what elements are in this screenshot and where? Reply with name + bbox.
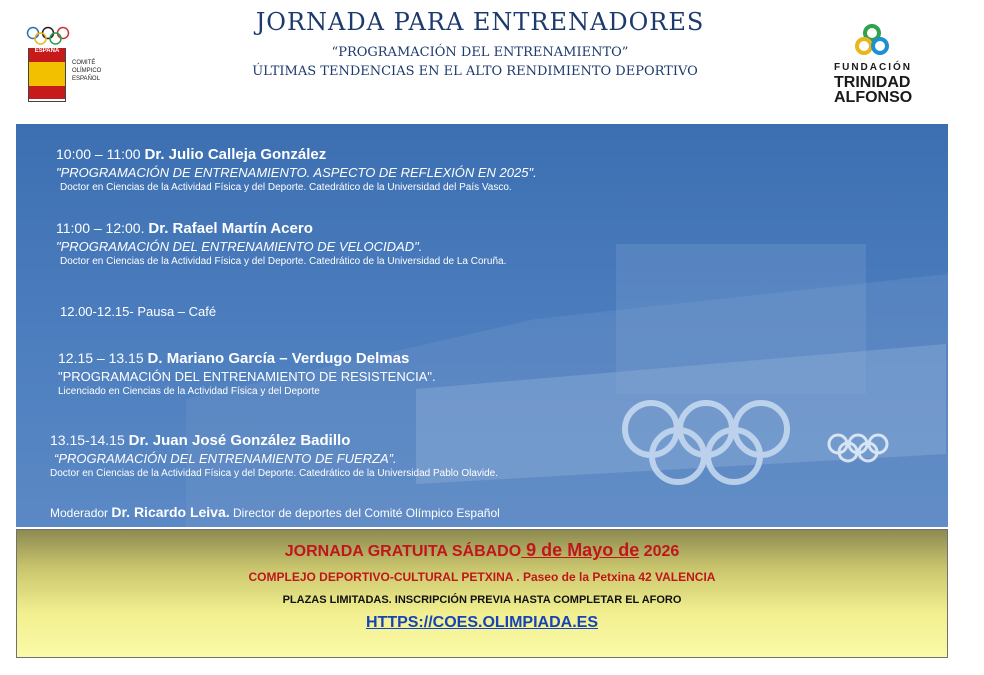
item-bio: Doctor en Ciencias de la Actividad Física y del Deporte. Catedrático de la Universidad Pablo Olavide.	[50, 468, 499, 479]
coe-logo-text: COMITÉ OLÍMPICO ESPAÑOL	[72, 60, 102, 82]
registration-link[interactable]: HTTPS://COES.OLIMPIADA.ES	[365, 614, 598, 631]
fta-line-1: FUNDACIÓN	[834, 62, 912, 73]
item-time: 10:00 – 11:00	[56, 146, 141, 162]
coe-logo	[26, 26, 116, 106]
item-bio: Licenciado en Ciencias de la Actividad Física y del Deporte	[58, 386, 320, 397]
fta-line-3: ALFONSO	[834, 89, 913, 106]
item-talk: "PROGRAMACIÓN DEL ENTRENAMIENTO DE RESISTENCIA".	[58, 369, 436, 384]
item-talk: "PROGRAMACIÓN DEL ENTRENAMIENTO DE VELOCIDAD".	[56, 239, 423, 254]
item-bio: Doctor en Ciencias de la Actividad Física y del Deporte. Catedrático de la Universidad del País Vasco.	[60, 182, 512, 193]
program-item-3	[58, 350, 436, 397]
item-time: 12.15 – 13.15	[58, 350, 144, 366]
moderator-line	[50, 504, 500, 520]
event-venue: COMPLEJO DEPORTIVO-CULTURAL PETXINA . Paseo de la Petxina 42 VALENCIA	[248, 570, 716, 584]
event-info-box	[16, 529, 948, 658]
moderator-name: Dr. Ricardo Leiva.	[111, 504, 230, 520]
moderator-role: Director de deportes del Comité Olímpico Español	[233, 506, 500, 520]
item-talk: "PROGRAMACIÓN DE ENTRENAMIENTO. ASPECTO DE REFLEXIÓN EN 2025".	[56, 165, 537, 180]
item-speaker: Dr. Juan José González Badillo	[128, 432, 351, 449]
item-speaker: Dr. Rafael Martín Acero	[148, 220, 313, 237]
item-speaker: Dr. Julio Calleja González	[144, 146, 327, 163]
event-registration-note: PLAZAS LIMITADAS. INSCRIPCIÓN PREVIA HASTA COMPLETAR EL AFORO	[282, 594, 682, 606]
program-panel	[16, 124, 948, 527]
fta-line-2: TRINIDAD	[834, 74, 911, 91]
flag-label: ESPAÑA	[29, 48, 65, 54]
item-time: 11:00 – 12:00.	[56, 220, 145, 236]
item-talk: “PROGRAMACIÓN DEL ENTRENAMIENTO DE FUERZA”.	[54, 451, 397, 466]
event-date: 9 de Mayo de	[521, 540, 640, 560]
spain-flag	[28, 48, 66, 102]
item-time: 13.15-14.15	[50, 432, 125, 448]
program-item-4	[50, 432, 498, 479]
coffee-break: 12.00-12.15- Pausa – Café	[60, 304, 217, 319]
program-item-1	[56, 146, 537, 193]
event-free-label: JORNADA GRATUITA SÁBADO	[284, 543, 522, 560]
program-item-2	[56, 220, 506, 267]
subtitle-trends: ÚLTIMAS TENDENCIAS EN EL ALTO RENDIMIENTO DEPORTIVO	[252, 64, 698, 79]
event-year: 2026	[639, 543, 680, 560]
moderator-prefix: Moderador	[50, 506, 109, 520]
page-title: JORNADA PARA ENTRENADORES	[255, 8, 705, 36]
olympic-rings-icon	[26, 26, 70, 46]
fta-logo-icon	[854, 24, 890, 58]
subtitle-program: “PROGRAMACIÓN DEL ENTRENAMIENTO”	[331, 45, 629, 60]
event-date-line	[17, 540, 947, 561]
item-speaker: D. Mariano García – Verdugo Delmas	[147, 350, 410, 367]
fta-logo	[834, 24, 944, 110]
item-bio: Doctor en Ciencias de la Actividad Física y del Deporte. Catedrático de la Universidad de La Coruña.	[60, 256, 507, 267]
